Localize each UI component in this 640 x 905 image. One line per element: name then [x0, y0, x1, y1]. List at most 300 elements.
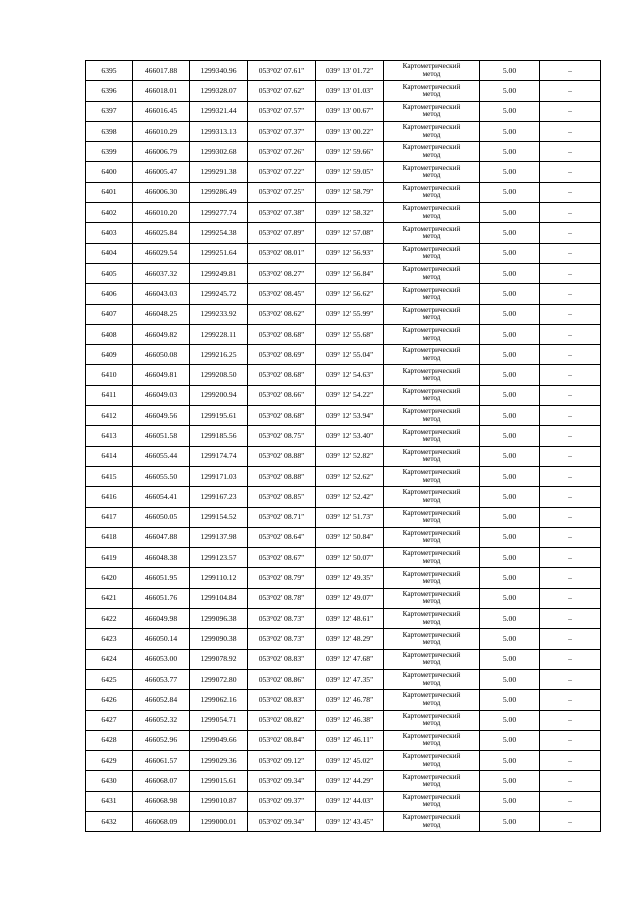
y-coordinate-cell: 1299078.92 — [190, 649, 248, 669]
latitude-cell: 053°02' 08.71" — [248, 507, 316, 527]
method-cell — [384, 324, 480, 344]
method-cell — [384, 751, 480, 771]
point-number-cell: 6419 — [86, 548, 133, 568]
y-coordinate-cell: 1299245.72 — [190, 284, 248, 304]
method-line-1: Картометрический — [402, 630, 461, 639]
method-line-2: метод — [422, 597, 441, 606]
accuracy-cell: 5.00 — [480, 690, 540, 710]
x-coordinate-cell: 466053.77 — [133, 669, 190, 689]
point-number-cell: 6417 — [86, 507, 133, 527]
x-coordinate-cell: 466048.38 — [133, 548, 190, 568]
point-number-cell: 6425 — [86, 669, 133, 689]
method-cell — [384, 81, 480, 101]
accuracy-cell: 5.00 — [480, 284, 540, 304]
method-line-1: Картометрический — [402, 204, 461, 213]
latitude-cell: 053°02' 08.78" — [248, 588, 316, 608]
description-cell: – — [540, 751, 601, 771]
accuracy-cell: 5.00 — [480, 588, 540, 608]
x-coordinate-cell: 466049.98 — [133, 609, 190, 629]
description-cell: – — [540, 527, 601, 547]
method-cell — [384, 568, 480, 588]
description-cell: – — [540, 284, 601, 304]
table-body — [86, 61, 601, 832]
table-row — [86, 629, 601, 649]
x-coordinate-cell: 466017.88 — [133, 61, 190, 81]
latitude-cell: 053°02' 07.62" — [248, 81, 316, 101]
y-coordinate-cell: 1299233.92 — [190, 304, 248, 324]
accuracy-cell: 5.00 — [480, 223, 540, 243]
longitude-cell: 039° 12' 52.62" — [316, 466, 384, 486]
longitude-cell: 039° 12' 49.35" — [316, 568, 384, 588]
method-cell — [384, 345, 480, 365]
y-coordinate-cell: 1299195.61 — [190, 406, 248, 426]
method-cell — [384, 446, 480, 466]
latitude-cell: 053°02' 08.62" — [248, 304, 316, 324]
longitude-cell: 039° 12' 54.22" — [316, 385, 384, 405]
x-coordinate-cell: 466052.32 — [133, 710, 190, 730]
point-number-cell: 6411 — [86, 385, 133, 405]
accuracy-cell: 5.00 — [480, 811, 540, 831]
method-line-2: метод — [422, 536, 441, 545]
method-line-1: Картометрический — [402, 488, 461, 497]
description-cell: – — [540, 121, 601, 141]
table-row — [86, 527, 601, 547]
x-coordinate-cell: 466068.98 — [133, 791, 190, 811]
accuracy-cell: 5.00 — [480, 527, 540, 547]
table-row — [86, 487, 601, 507]
y-coordinate-cell: 1299249.81 — [190, 263, 248, 283]
point-number-cell: 6415 — [86, 466, 133, 486]
method-line-1: Картометрический — [402, 772, 461, 781]
accuracy-cell: 5.00 — [480, 751, 540, 771]
method-line-2: метод — [422, 556, 441, 565]
point-number-cell: 6399 — [86, 142, 133, 162]
table-row — [86, 284, 601, 304]
x-coordinate-cell: 466052.84 — [133, 690, 190, 710]
y-coordinate-cell: 1299110.12 — [190, 568, 248, 588]
method-line-2: метод — [422, 658, 441, 667]
method-line-2: метод — [422, 394, 441, 403]
method-line-2: метод — [422, 719, 441, 728]
method-cell — [384, 791, 480, 811]
method-line-1: Картометрический — [402, 792, 461, 801]
point-number-cell: 6406 — [86, 284, 133, 304]
accuracy-cell: 5.00 — [480, 182, 540, 202]
description-cell: – — [540, 203, 601, 223]
point-number-cell: 6401 — [86, 182, 133, 202]
description-cell: – — [540, 629, 601, 649]
longitude-cell: 039° 12' 52.82" — [316, 446, 384, 466]
description-cell: – — [540, 61, 601, 81]
accuracy-cell: 5.00 — [480, 162, 540, 182]
y-coordinate-cell: 1299251.64 — [190, 243, 248, 263]
y-coordinate-cell: 1299340.96 — [190, 61, 248, 81]
latitude-cell: 053°02' 08.88" — [248, 466, 316, 486]
method-line-2: метод — [422, 171, 441, 180]
method-cell — [384, 142, 480, 162]
method-cell — [384, 162, 480, 182]
description-cell: – — [540, 406, 601, 426]
longitude-cell: 039° 12' 45.02" — [316, 751, 384, 771]
latitude-cell: 053°02' 08.86" — [248, 669, 316, 689]
method-cell — [384, 385, 480, 405]
method-cell — [384, 466, 480, 486]
longitude-cell: 039° 13' 00.67" — [316, 101, 384, 121]
table-row — [86, 568, 601, 588]
y-coordinate-cell: 1299200.94 — [190, 385, 248, 405]
table-row — [86, 243, 601, 263]
method-cell — [384, 730, 480, 750]
method-cell — [384, 243, 480, 263]
method-line-2: метод — [422, 637, 441, 646]
longitude-cell: 039° 12' 58.79" — [316, 182, 384, 202]
accuracy-cell: 5.00 — [480, 406, 540, 426]
latitude-cell: 053°02' 08.27" — [248, 263, 316, 283]
latitude-cell: 053°02' 08.64" — [248, 527, 316, 547]
longitude-cell: 039° 13' 01.72" — [316, 61, 384, 81]
latitude-cell: 053°02' 09.34" — [248, 811, 316, 831]
accuracy-cell: 5.00 — [480, 487, 540, 507]
latitude-cell: 053°02' 08.68" — [248, 324, 316, 344]
accuracy-cell: 5.00 — [480, 426, 540, 446]
method-line-1: Картометрический — [402, 224, 461, 233]
latitude-cell: 053°02' 07.26" — [248, 142, 316, 162]
latitude-cell: 053°02' 07.57" — [248, 101, 316, 121]
method-line-2: метод — [422, 455, 441, 464]
description-cell: – — [540, 710, 601, 730]
accuracy-cell: 5.00 — [480, 568, 540, 588]
point-number-cell: 6430 — [86, 771, 133, 791]
table-row — [86, 406, 601, 426]
accuracy-cell: 5.00 — [480, 629, 540, 649]
table-row — [86, 690, 601, 710]
table-row — [86, 203, 601, 223]
description-cell: – — [540, 426, 601, 446]
point-number-cell: 6432 — [86, 811, 133, 831]
method-line-1: Картометрический — [402, 529, 461, 538]
description-cell: – — [540, 446, 601, 466]
table-row — [86, 61, 601, 81]
method-line-2: метод — [422, 495, 441, 504]
description-cell: – — [540, 324, 601, 344]
accuracy-cell: 5.00 — [480, 609, 540, 629]
table-row — [86, 466, 601, 486]
method-line-2: метод — [422, 698, 441, 707]
x-coordinate-cell: 466049.82 — [133, 324, 190, 344]
longitude-cell: 039° 13' 01.03" — [316, 81, 384, 101]
method-cell — [384, 690, 480, 710]
table-row — [86, 101, 601, 121]
method-line-2: метод — [422, 434, 441, 443]
table-row — [86, 609, 601, 629]
point-number-cell: 6414 — [86, 446, 133, 466]
longitude-cell: 039° 12' 59.66" — [316, 142, 384, 162]
method-line-2: метод — [422, 191, 441, 200]
y-coordinate-cell: 1299216.25 — [190, 345, 248, 365]
x-coordinate-cell: 466005.47 — [133, 162, 190, 182]
longitude-cell: 039° 12' 44.29" — [316, 771, 384, 791]
description-cell: – — [540, 791, 601, 811]
table-row — [86, 223, 601, 243]
method-cell — [384, 182, 480, 202]
x-coordinate-cell: 466051.76 — [133, 588, 190, 608]
accuracy-cell: 5.00 — [480, 263, 540, 283]
accuracy-cell: 5.00 — [480, 466, 540, 486]
description-cell: – — [540, 649, 601, 669]
latitude-cell: 053°02' 08.67" — [248, 548, 316, 568]
x-coordinate-cell: 466055.44 — [133, 446, 190, 466]
accuracy-cell: 5.00 — [480, 61, 540, 81]
description-cell: – — [540, 142, 601, 162]
method-line-2: метод — [422, 252, 441, 261]
latitude-cell: 053°02' 08.73" — [248, 609, 316, 629]
accuracy-cell: 5.00 — [480, 121, 540, 141]
table-row — [86, 426, 601, 446]
latitude-cell: 053°02' 08.66" — [248, 385, 316, 405]
method-line-1: Картометрический — [402, 123, 461, 132]
y-coordinate-cell: 1299062.16 — [190, 690, 248, 710]
method-line-1: Картометрический — [402, 143, 461, 152]
longitude-cell: 039° 12' 44.03" — [316, 791, 384, 811]
description-cell: – — [540, 771, 601, 791]
description-cell: – — [540, 669, 601, 689]
longitude-cell: 039° 12' 58.32" — [316, 203, 384, 223]
method-line-2: метод — [422, 89, 441, 98]
description-cell: – — [540, 730, 601, 750]
longitude-cell: 039° 12' 46.11" — [316, 730, 384, 750]
longitude-cell: 039° 12' 50.84" — [316, 527, 384, 547]
description-cell: – — [540, 548, 601, 568]
longitude-cell: 039° 12' 46.78" — [316, 690, 384, 710]
method-cell — [384, 507, 480, 527]
accuracy-cell: 5.00 — [480, 81, 540, 101]
x-coordinate-cell: 466043.03 — [133, 284, 190, 304]
method-cell — [384, 365, 480, 385]
x-coordinate-cell: 466047.88 — [133, 527, 190, 547]
y-coordinate-cell: 1299000.01 — [190, 811, 248, 831]
point-number-cell: 6428 — [86, 730, 133, 750]
method-cell — [384, 203, 480, 223]
point-number-cell: 6404 — [86, 243, 133, 263]
method-line-1: Картометрический — [402, 184, 461, 193]
method-line-1: Картометрический — [402, 407, 461, 416]
y-coordinate-cell: 1299137.98 — [190, 527, 248, 547]
x-coordinate-cell: 466016.45 — [133, 101, 190, 121]
y-coordinate-cell: 1299049.66 — [190, 730, 248, 750]
y-coordinate-cell: 1299321.44 — [190, 101, 248, 121]
method-line-1: Картометрический — [402, 326, 461, 335]
y-coordinate-cell: 1299313.13 — [190, 121, 248, 141]
method-cell — [384, 61, 480, 81]
x-coordinate-cell: 466006.30 — [133, 182, 190, 202]
longitude-cell: 039° 12' 43.45" — [316, 811, 384, 831]
table-row — [86, 811, 601, 831]
method-line-1: Картометрический — [402, 711, 461, 720]
method-line-2: метод — [422, 516, 441, 525]
y-coordinate-cell: 1299154.52 — [190, 507, 248, 527]
x-coordinate-cell: 466068.07 — [133, 771, 190, 791]
point-number-cell: 6427 — [86, 710, 133, 730]
method-line-2: метод — [422, 577, 441, 586]
method-line-2: метод — [422, 739, 441, 748]
latitude-cell: 053°02' 08.83" — [248, 690, 316, 710]
point-number-cell: 6409 — [86, 345, 133, 365]
longitude-cell: 039° 12' 47.35" — [316, 669, 384, 689]
x-coordinate-cell: 466050.05 — [133, 507, 190, 527]
longitude-cell: 039° 12' 56.84" — [316, 263, 384, 283]
method-line-1: Картометрический — [402, 447, 461, 456]
latitude-cell: 053°02' 09.34" — [248, 771, 316, 791]
x-coordinate-cell: 466029.54 — [133, 243, 190, 263]
method-line-1: Картометрический — [402, 752, 461, 761]
y-coordinate-cell: 1299054.71 — [190, 710, 248, 730]
longitude-cell: 039° 12' 56.93" — [316, 243, 384, 263]
y-coordinate-cell: 1299015.61 — [190, 771, 248, 791]
accuracy-cell: 5.00 — [480, 791, 540, 811]
latitude-cell: 053°02' 07.61" — [248, 61, 316, 81]
table-row — [86, 81, 601, 101]
latitude-cell: 053°02' 07.25" — [248, 182, 316, 202]
point-number-cell: 6408 — [86, 324, 133, 344]
point-number-cell: 6426 — [86, 690, 133, 710]
latitude-cell: 053°02' 07.22" — [248, 162, 316, 182]
table-row — [86, 345, 601, 365]
x-coordinate-cell: 466051.58 — [133, 426, 190, 446]
method-line-1: Картометрический — [402, 163, 461, 172]
point-number-cell: 6396 — [86, 81, 133, 101]
x-coordinate-cell: 466010.20 — [133, 203, 190, 223]
method-line-1: Картометрический — [402, 62, 461, 71]
table-row — [86, 385, 601, 405]
point-number-cell: 6413 — [86, 426, 133, 446]
x-coordinate-cell: 466068.09 — [133, 811, 190, 831]
method-cell — [384, 609, 480, 629]
description-cell: – — [540, 223, 601, 243]
method-line-1: Картометрический — [402, 386, 461, 395]
description-cell: – — [540, 609, 601, 629]
y-coordinate-cell: 1299291.38 — [190, 162, 248, 182]
accuracy-cell: 5.00 — [480, 446, 540, 466]
point-number-cell: 6403 — [86, 223, 133, 243]
point-number-cell: 6424 — [86, 649, 133, 669]
longitude-cell: 039° 12' 59.05" — [316, 162, 384, 182]
description-cell: – — [540, 507, 601, 527]
accuracy-cell: 5.00 — [480, 507, 540, 527]
longitude-cell: 039° 12' 55.68" — [316, 324, 384, 344]
y-coordinate-cell: 1299174.74 — [190, 446, 248, 466]
x-coordinate-cell: 466025.84 — [133, 223, 190, 243]
method-cell — [384, 669, 480, 689]
method-cell — [384, 649, 480, 669]
y-coordinate-cell: 1299010.87 — [190, 791, 248, 811]
y-coordinate-cell: 1299228.11 — [190, 324, 248, 344]
accuracy-cell: 5.00 — [480, 730, 540, 750]
method-line-2: метод — [422, 800, 441, 809]
y-coordinate-cell: 1299302.68 — [190, 142, 248, 162]
point-number-cell: 6407 — [86, 304, 133, 324]
method-line-2: метод — [422, 272, 441, 281]
table-row — [86, 507, 601, 527]
latitude-cell: 053°02' 08.83" — [248, 649, 316, 669]
method-line-2: метод — [422, 820, 441, 829]
method-cell — [384, 263, 480, 283]
method-line-2: метод — [422, 130, 441, 139]
method-line-1: Картометрический — [402, 427, 461, 436]
y-coordinate-cell: 1299208.50 — [190, 365, 248, 385]
accuracy-cell: 5.00 — [480, 345, 540, 365]
method-line-1: Картометрический — [402, 650, 461, 659]
method-line-1: Картометрический — [402, 569, 461, 578]
method-line-1: Картометрический — [402, 813, 461, 822]
longitude-cell: 039° 13' 00.22" — [316, 121, 384, 141]
longitude-cell: 039° 12' 51.73" — [316, 507, 384, 527]
method-line-2: метод — [422, 292, 441, 301]
method-line-2: метод — [422, 759, 441, 768]
latitude-cell: 053°02' 08.69" — [248, 345, 316, 365]
table-row — [86, 588, 601, 608]
description-cell: – — [540, 162, 601, 182]
y-coordinate-cell: 1299072.80 — [190, 669, 248, 689]
accuracy-cell: 5.00 — [480, 142, 540, 162]
table-row — [86, 730, 601, 750]
point-number-cell: 6423 — [86, 629, 133, 649]
coordinates-table — [85, 60, 601, 832]
longitude-cell: 039° 12' 48.29" — [316, 629, 384, 649]
method-line-1: Картометрический — [402, 244, 461, 253]
description-cell: – — [540, 588, 601, 608]
point-number-cell: 6420 — [86, 568, 133, 588]
method-line-2: метод — [422, 475, 441, 484]
method-line-2: метод — [422, 313, 441, 322]
table-row — [86, 121, 601, 141]
point-number-cell: 6422 — [86, 609, 133, 629]
accuracy-cell: 5.00 — [480, 548, 540, 568]
accuracy-cell: 5.00 — [480, 324, 540, 344]
x-coordinate-cell: 466055.50 — [133, 466, 190, 486]
method-cell — [384, 710, 480, 730]
longitude-cell: 039° 12' 56.62" — [316, 284, 384, 304]
method-line-1: Картометрический — [402, 549, 461, 558]
method-line-1: Картометрический — [402, 671, 461, 680]
table-row — [86, 771, 601, 791]
point-number-cell: 6412 — [86, 406, 133, 426]
method-line-1: Картометрический — [402, 610, 461, 619]
method-cell — [384, 121, 480, 141]
x-coordinate-cell: 466061.57 — [133, 751, 190, 771]
method-line-1: Картометрический — [402, 305, 461, 314]
method-line-2: метод — [422, 678, 441, 687]
description-cell: – — [540, 345, 601, 365]
description-cell: – — [540, 81, 601, 101]
description-cell: – — [540, 487, 601, 507]
point-number-cell: 6418 — [86, 527, 133, 547]
accuracy-cell: 5.00 — [480, 243, 540, 263]
accuracy-cell: 5.00 — [480, 771, 540, 791]
table-row — [86, 548, 601, 568]
latitude-cell: 053°02' 07.89" — [248, 223, 316, 243]
y-coordinate-cell: 1299029.36 — [190, 751, 248, 771]
method-line-1: Картометрический — [402, 265, 461, 274]
x-coordinate-cell: 466049.81 — [133, 365, 190, 385]
longitude-cell: 039° 12' 52.42" — [316, 487, 384, 507]
description-cell: – — [540, 385, 601, 405]
y-coordinate-cell: 1299104.84 — [190, 588, 248, 608]
method-line-1: Картометрический — [402, 285, 461, 294]
method-cell — [384, 406, 480, 426]
latitude-cell: 053°02' 08.85" — [248, 487, 316, 507]
method-cell — [384, 811, 480, 831]
description-cell: – — [540, 690, 601, 710]
